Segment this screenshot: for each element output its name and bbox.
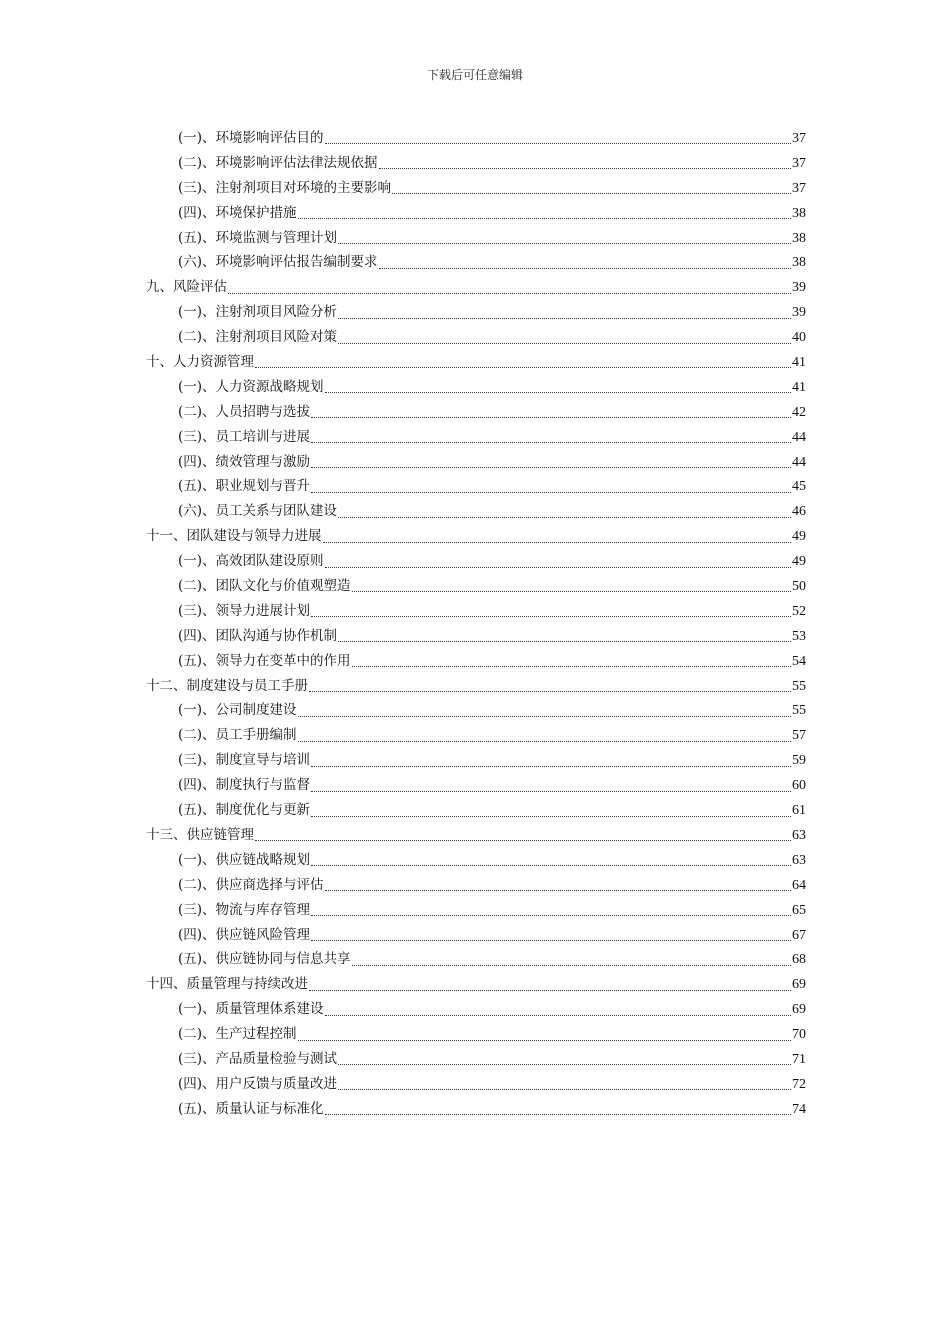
toc-dot-leader bbox=[311, 492, 791, 493]
toc-entry-page-number: 37 bbox=[792, 131, 806, 146]
toc-entry-page-number: 41 bbox=[792, 355, 806, 371]
toc-entry-label: (六)、员工关系与团队建设 bbox=[178, 503, 338, 520]
toc-dot-leader bbox=[311, 915, 791, 916]
toc-dot-leader bbox=[323, 542, 792, 543]
toc-dot-leader bbox=[311, 816, 791, 817]
toc-entry-label: (五)、供应链协同与信息共享 bbox=[178, 951, 351, 968]
toc-entry-label: (一)、质量管理体系建设 bbox=[178, 1001, 324, 1018]
toc-dot-leader bbox=[311, 766, 791, 767]
toc-entry-page-number: 59 bbox=[792, 753, 806, 769]
toc-section-entry[interactable] bbox=[178, 400, 806, 425]
toc-entry-page-number: 60 bbox=[792, 778, 806, 794]
toc-entry-label: (三)、注射剂项目对环境的主要影响 bbox=[178, 179, 392, 196]
toc-section-entry[interactable] bbox=[178, 898, 806, 923]
toc-entry-page-number: 37 bbox=[792, 180, 806, 196]
toc-entry-page-number: 54 bbox=[792, 653, 806, 669]
toc-entry-label: (五)、质量认证与标准化 bbox=[178, 1100, 324, 1117]
toc-dot-leader bbox=[311, 616, 791, 617]
toc-entry-page-number: 38 bbox=[792, 230, 806, 246]
toc-section-entry[interactable] bbox=[178, 425, 806, 450]
toc-section-entry[interactable] bbox=[178, 848, 806, 873]
toc-entry-label: (五)、领导力在变革中的作用 bbox=[178, 652, 351, 669]
toc-section-entry[interactable] bbox=[178, 450, 806, 475]
toc-entry-page-number: 41 bbox=[792, 379, 806, 395]
toc-dot-leader bbox=[338, 641, 791, 642]
toc-entry-label: 九、风险评估 bbox=[146, 279, 227, 296]
toc-chapter-entry[interactable] bbox=[146, 972, 806, 997]
toc-entry-label: (四)、环境保护措施 bbox=[178, 204, 297, 221]
toc-dot-leader bbox=[311, 442, 791, 443]
toc-section-entry[interactable] bbox=[178, 748, 806, 773]
toc-entry-label: (五)、环境监测与管理计划 bbox=[178, 229, 338, 246]
toc-section-entry[interactable] bbox=[178, 325, 806, 350]
toc-entry-label: (三)、员工培训与进展 bbox=[178, 428, 311, 445]
toc-dot-leader bbox=[311, 865, 791, 866]
toc-dot-leader bbox=[311, 467, 791, 468]
toc-section-entry[interactable] bbox=[178, 624, 806, 649]
toc-entry-page-number: 61 bbox=[792, 803, 806, 819]
toc-dot-leader bbox=[325, 1015, 791, 1016]
toc-entry-label: (四)、制度执行与监督 bbox=[178, 777, 311, 794]
toc-dot-leader bbox=[338, 1089, 791, 1090]
toc-entry-page-number: 53 bbox=[792, 628, 806, 644]
toc-section-entry[interactable] bbox=[178, 474, 806, 499]
toc-section-entry[interactable] bbox=[178, 126, 806, 151]
toc-entry-label: (四)、绩效管理与激励 bbox=[178, 453, 311, 470]
toc-entry-label: 十二、制度建设与员工手册 bbox=[146, 677, 308, 694]
toc-dot-leader bbox=[325, 890, 791, 891]
toc-dot-leader bbox=[338, 517, 791, 518]
toc-entry-label: (二)、注射剂项目风险对策 bbox=[178, 329, 338, 346]
toc-dot-leader bbox=[352, 591, 791, 592]
toc-entry-page-number: 38 bbox=[792, 255, 806, 271]
toc-entry-label: (五)、制度优化与更新 bbox=[178, 802, 311, 819]
toc-dot-leader bbox=[311, 417, 791, 418]
toc-entry-label: (一)、公司制度建设 bbox=[178, 702, 297, 719]
toc-entry-page-number: 46 bbox=[792, 504, 806, 520]
toc-entry-page-number: 55 bbox=[792, 678, 806, 694]
toc-entry-label: 十三、供应链管理 bbox=[146, 826, 254, 843]
toc-section-entry[interactable] bbox=[178, 1022, 806, 1047]
toc-chapter-entry[interactable] bbox=[146, 275, 806, 300]
toc-entry-page-number: 45 bbox=[792, 479, 806, 495]
toc-section-entry[interactable] bbox=[178, 798, 806, 823]
toc-entry-page-number: 68 bbox=[792, 952, 806, 968]
toc-dot-leader bbox=[325, 567, 791, 568]
toc-dot-leader bbox=[392, 193, 791, 194]
toc-entry-label: (三)、领导力进展计划 bbox=[178, 602, 311, 619]
toc-entry-page-number: 39 bbox=[792, 280, 806, 296]
toc-dot-leader bbox=[325, 1114, 791, 1115]
toc-section-entry[interactable] bbox=[178, 997, 806, 1022]
toc-entry-page-number: 52 bbox=[792, 603, 806, 619]
toc-section-entry[interactable] bbox=[178, 151, 806, 176]
toc-entry-page-number: 63 bbox=[792, 827, 806, 843]
toc-entry-page-number: 63 bbox=[792, 852, 806, 868]
toc-section-entry[interactable] bbox=[178, 226, 806, 251]
toc-section-entry[interactable] bbox=[178, 1047, 806, 1072]
toc-chapter-entry[interactable] bbox=[146, 823, 806, 848]
table-of-contents bbox=[0, 126, 950, 1122]
toc-entry-label: (二)、人员招聘与选拔 bbox=[178, 403, 311, 420]
toc-entry-page-number: 72 bbox=[792, 1076, 806, 1092]
toc-entry-label: (六)、环境影响评估报告编制要求 bbox=[178, 254, 378, 271]
toc-dot-leader bbox=[338, 318, 791, 319]
toc-dot-leader bbox=[352, 965, 791, 966]
toc-dot-leader bbox=[379, 168, 791, 169]
toc-entry-page-number: 71 bbox=[792, 1051, 806, 1067]
toc-section-entry[interactable] bbox=[178, 873, 806, 898]
toc-entry-page-number: 39 bbox=[792, 305, 806, 321]
toc-dot-leader bbox=[311, 791, 791, 792]
toc-entry-label: (一)、人力资源战略规划 bbox=[178, 378, 324, 395]
toc-dot-leader bbox=[298, 741, 791, 742]
toc-section-entry[interactable] bbox=[178, 201, 806, 226]
toc-entry-page-number: 49 bbox=[792, 554, 806, 570]
toc-entry-page-number: 49 bbox=[792, 529, 806, 545]
toc-entry-page-number: 42 bbox=[792, 404, 806, 420]
toc-entry-label: (四)、团队沟通与协作机制 bbox=[178, 627, 338, 644]
toc-entry-label: (三)、产品质量检验与测试 bbox=[178, 1050, 338, 1067]
toc-section-entry[interactable] bbox=[178, 549, 806, 574]
toc-dot-leader bbox=[338, 343, 791, 344]
toc-dot-leader bbox=[325, 392, 791, 393]
toc-section-entry[interactable] bbox=[178, 574, 806, 599]
toc-entry-page-number: 38 bbox=[792, 205, 806, 221]
toc-dot-leader bbox=[338, 1064, 791, 1065]
toc-entry-page-number: 55 bbox=[792, 703, 806, 719]
toc-entry-page-number: 69 bbox=[792, 977, 806, 993]
toc-dot-leader bbox=[325, 143, 791, 144]
toc-entry-page-number: 69 bbox=[792, 1002, 806, 1018]
toc-section-entry[interactable] bbox=[178, 923, 806, 948]
toc-entry-label: (三)、制度宣导与培训 bbox=[178, 752, 311, 769]
toc-entry-label: (一)、注射剂项目风险分析 bbox=[178, 304, 338, 321]
toc-section-entry[interactable] bbox=[178, 947, 806, 972]
toc-section-entry[interactable] bbox=[178, 599, 806, 624]
page-header: 下载后可任意编辑 bbox=[426, 68, 523, 82]
toc-entry-page-number: 67 bbox=[792, 927, 806, 943]
toc-section-entry[interactable] bbox=[178, 375, 806, 400]
toc-entry-page-number: 40 bbox=[792, 330, 806, 346]
toc-dot-leader bbox=[309, 691, 791, 692]
toc-entry-label: (一)、环境影响评估目的 bbox=[178, 130, 324, 146]
toc-entry-page-number: 64 bbox=[792, 877, 806, 893]
toc-entry-label: (五)、职业规划与晋升 bbox=[178, 478, 311, 495]
toc-entry-page-number: 44 bbox=[792, 454, 806, 470]
toc-entry-label: (二)、团队文化与价值观塑造 bbox=[178, 578, 351, 595]
toc-section-entry[interactable] bbox=[178, 1097, 806, 1122]
toc-entry-page-number: 74 bbox=[792, 1101, 806, 1117]
toc-entry-label: (二)、供应商选择与评估 bbox=[178, 876, 324, 893]
toc-section-entry[interactable] bbox=[178, 773, 806, 798]
toc-entry-label: 十、人力资源管理 bbox=[146, 354, 254, 371]
toc-dot-leader bbox=[338, 243, 791, 244]
toc-chapter-entry[interactable] bbox=[146, 674, 806, 699]
toc-section-entry[interactable] bbox=[178, 723, 806, 748]
toc-entry-page-number: 70 bbox=[792, 1027, 806, 1043]
toc-dot-leader bbox=[255, 840, 791, 841]
toc-dot-leader bbox=[255, 367, 791, 368]
toc-dot-leader bbox=[311, 940, 791, 941]
toc-dot-leader bbox=[379, 268, 791, 269]
toc-entry-page-number: 44 bbox=[792, 429, 806, 445]
toc-entry-label: (四)、用户反馈与质量改进 bbox=[178, 1075, 338, 1092]
toc-entry-label: 十一、团队建设与领导力进展 bbox=[146, 528, 322, 545]
toc-dot-leader bbox=[228, 293, 791, 294]
toc-section-entry[interactable] bbox=[178, 250, 806, 275]
toc-entry-page-number: 65 bbox=[792, 902, 806, 918]
toc-entry-label: 十四、质量管理与持续改进 bbox=[146, 976, 308, 993]
toc-dot-leader bbox=[298, 1040, 791, 1041]
toc-entry-label: (三)、物流与库存管理 bbox=[178, 901, 311, 918]
toc-dot-leader bbox=[298, 716, 791, 717]
toc-entry-label: (二)、生产过程控制 bbox=[178, 1026, 297, 1043]
toc-section-entry[interactable] bbox=[178, 1072, 806, 1097]
toc-dot-leader bbox=[298, 218, 791, 219]
toc-chapter-entry[interactable] bbox=[146, 524, 806, 549]
toc-section-entry[interactable] bbox=[178, 300, 806, 325]
toc-entry-label: (四)、供应链风险管理 bbox=[178, 926, 311, 943]
toc-chapter-entry[interactable] bbox=[146, 350, 806, 375]
toc-entry-page-number: 50 bbox=[792, 579, 806, 595]
toc-entry-page-number: 37 bbox=[792, 155, 806, 171]
toc-dot-leader bbox=[309, 990, 791, 991]
toc-entry-page-number: 57 bbox=[792, 728, 806, 744]
toc-entry-label: (一)、高效团队建设原则 bbox=[178, 553, 324, 570]
toc-entry-label: (二)、员工手册编制 bbox=[178, 727, 297, 744]
toc-section-entry[interactable] bbox=[178, 698, 806, 723]
toc-entry-label: (二)、环境影响评估法律法规依据 bbox=[178, 154, 378, 171]
toc-section-entry[interactable] bbox=[178, 499, 806, 524]
toc-entry-label: (一)、供应链战略规划 bbox=[178, 851, 311, 868]
toc-section-entry[interactable] bbox=[178, 649, 806, 674]
toc-dot-leader bbox=[352, 666, 791, 667]
toc-section-entry[interactable] bbox=[178, 176, 806, 201]
